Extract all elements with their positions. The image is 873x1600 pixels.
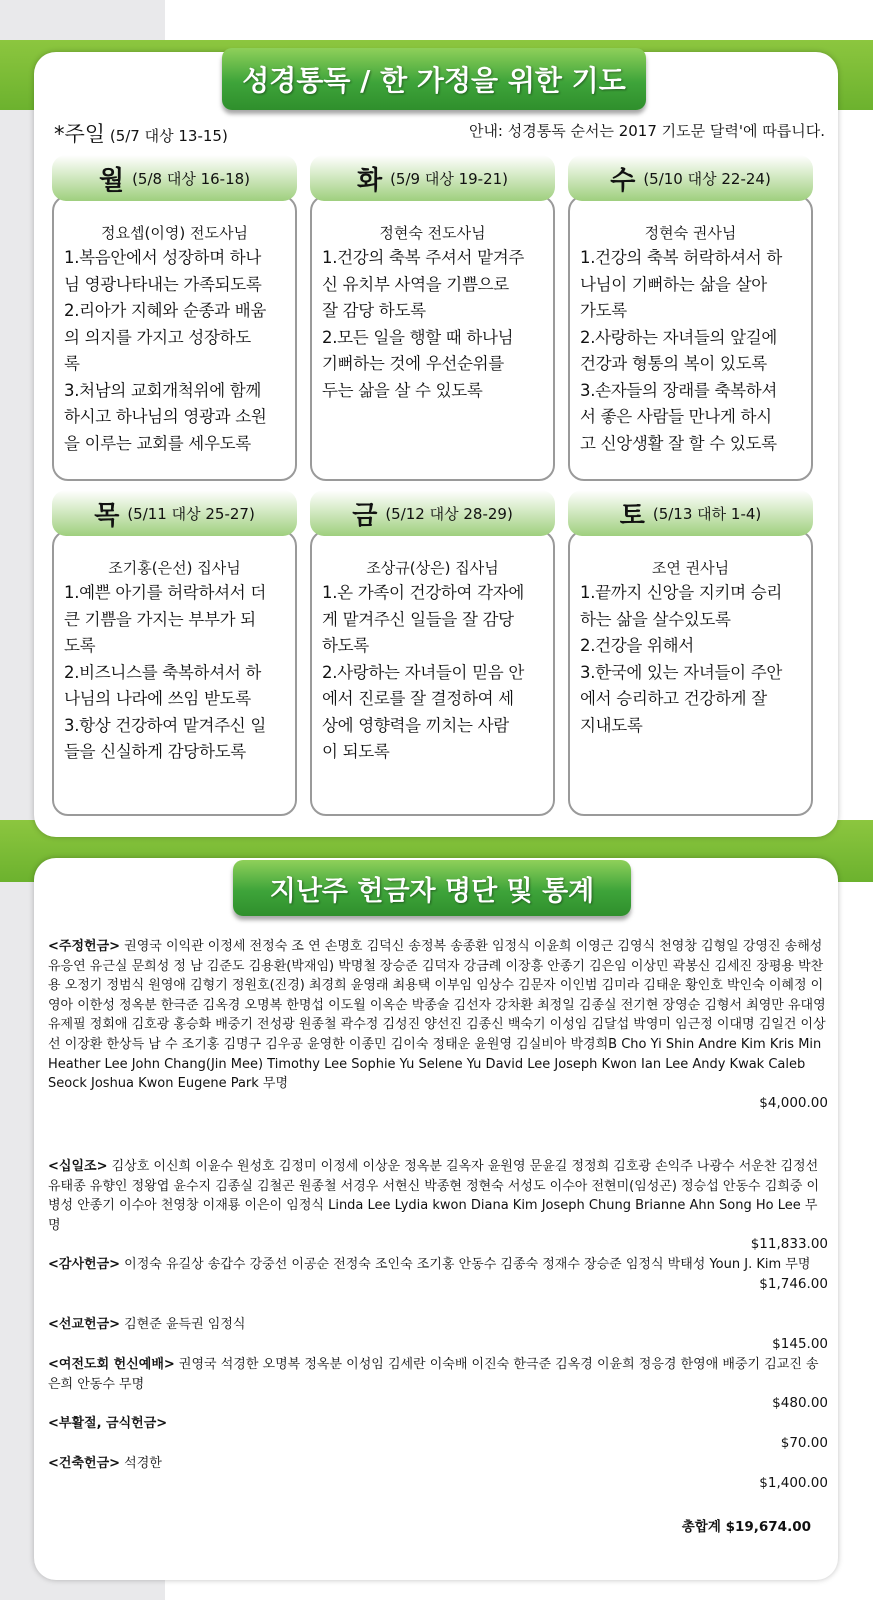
- family-name: 조상규(상은) 집사님: [366, 559, 499, 577]
- offering-category: <선교헌금>: [48, 1317, 121, 1332]
- offering-names: 김현준 윤득권 임정식: [120, 1317, 246, 1332]
- family-name: 조연 권사님: [651, 559, 730, 577]
- grand-total: 총합계 $19,674.00: [681, 1519, 811, 1535]
- family-name: 정현숙 전도사님: [379, 224, 486, 242]
- day-body: [310, 195, 555, 481]
- day-header: [52, 490, 297, 536]
- day-card-mon: [52, 155, 297, 479]
- offering-names: 김상호 이신희 이윤수 원성호 김정미 이정세 이상운 정옥분 길옥자 윤원영 문윤길 정정희 김호광 손익주 나광수 서운찬 김정선 유태종 유향인 정왕엽 윤수지 김종실 김철곤 원종철 서경우 서현신 박종현 정현숙 서성도 이수아 전현미(임성곤) 정승섭 안동수 김희중 이병성 안종기 이수아 천영창 이재룡 이은이 임정식 Linda Lee Lydia kwon Diana Kim Joseph Chung Brianne Ahn Song Ho Lee 무명: [48, 1159, 820, 1233]
- day-reading-ref: (5/11 대상 25-27): [127, 504, 255, 523]
- day-card-thu: [52, 490, 297, 814]
- offering-category: <감사헌금>: [48, 1257, 121, 1272]
- offering-entry: [48, 1454, 828, 1493]
- offering-amount: $4,000.00: [759, 1094, 828, 1111]
- day-header: [52, 155, 297, 201]
- day-header: [568, 490, 813, 536]
- day-of-week: 월: [98, 165, 125, 196]
- bible-reading-title: 성경통독 / 한 가정을 위한 기도: [222, 48, 646, 110]
- offering-amount: $11,833.00: [750, 1236, 828, 1253]
- offering-names: 석경한: [120, 1456, 162, 1471]
- day-reading-ref: (5/9 대상 19-21): [390, 169, 509, 188]
- day-card-wed: [568, 155, 813, 479]
- family-name: 정요셉(이영) 전도사님: [101, 224, 248, 242]
- prayer-text: 1.건강의 축복 허락하셔서 하 나님이 기뻐하는 삶을 살아 가도록 2.사랑하는 자녀들의 앞길에 건강과 형통의 복이 있도록 3.손자들의 장래를 축복하셔 서 좋은 사람들 만나게 하시 고 신앙생활 잘 할 수 있도록: [580, 248, 783, 453]
- day-body: [52, 530, 297, 816]
- day-card-tue: [310, 155, 555, 479]
- day-reading-ref: (5/10 대상 22-24): [643, 169, 771, 188]
- day-body: [568, 195, 813, 481]
- day-reading-ref: (5/12 대상 28-29): [385, 504, 513, 523]
- day-body: [568, 530, 813, 816]
- offering-entry: [48, 937, 828, 1113]
- offering-category: <십일조>: [48, 1159, 108, 1174]
- offering-entry: [48, 1414, 828, 1453]
- reading-notice: 안내: 성경통독 순서는 2017 기도문 달력'에 따릅니다.: [468, 122, 825, 140]
- offering-amount: $1,746.00: [759, 1275, 828, 1292]
- day-reading-ref: (5/13 대하 1-4): [652, 504, 762, 523]
- family-name: 조기홍(은선) 집사님: [108, 559, 241, 577]
- offering-amount: $70.00: [780, 1434, 828, 1451]
- offering-amount: $480.00: [772, 1395, 828, 1412]
- day-header: [310, 490, 555, 536]
- offering-category: <여전도회 헌신예배>: [48, 1357, 175, 1372]
- day-card-sat: [568, 490, 813, 814]
- prayer-text: 1.건강의 축복 주셔서 맡겨주 신 유치부 사역을 기쁨으로 잘 감당 하도록 2.모든 일을 행할 때 하나님 기뻐하는 것에 우선순위를 두는 삶을 살 수 있도록: [322, 248, 525, 400]
- family-name: 정현숙 권사님: [644, 224, 737, 242]
- offering-entry: [48, 1255, 828, 1294]
- offering-title: 지난주 헌금자 명단 및 통계: [233, 860, 631, 916]
- day-of-week: 목: [94, 500, 120, 531]
- offering-entry: [48, 1157, 828, 1255]
- offering-entry: [48, 1315, 828, 1354]
- day-of-week: 화: [356, 165, 383, 196]
- offering-category: <주정헌금>: [48, 939, 121, 954]
- offering-category: <건축헌금>: [48, 1456, 121, 1471]
- sunday-reading: [54, 118, 228, 148]
- day-header: [310, 155, 555, 201]
- day-of-week: 토: [619, 500, 645, 531]
- prayer-text: 1.복음안에서 성장하며 하나 님 영광나타내는 가족되도록 2.리아가 지혜와 순종과 배움 의 의지를 가지고 성장하도 록 3.처남의 교회개척위에 함께 하시고 하나님의 영광과 소원 을 이루는 교회를 세우도록: [64, 248, 267, 453]
- day-reading-ref: (5/8 대상 16-18): [132, 169, 251, 188]
- offering-entry: [48, 1355, 828, 1414]
- offering-amount: $145.00: [772, 1335, 828, 1352]
- prayer-text: 1.온 가족이 건강하여 각자에 게 맡겨주신 일들을 잘 감당 하도록 2.사랑하는 자녀들이 믿음 안 에서 진로를 잘 결정하여 세 상에 영향력을 끼치는 사람 이 되도록: [322, 583, 525, 761]
- day-card-fri: [310, 490, 555, 814]
- prayer-text: 1.예쁜 아기를 허락하셔서 더 큰 기쁨을 가지는 부부가 되 도록 2.비즈니스를 축복하셔서 하 나님의 나라에 쓰임 받도록 3.항상 건강하여 맡겨주신 일 들을 신실하게 감당하도록: [64, 583, 267, 761]
- day-header: [568, 155, 813, 201]
- day-of-week: 수: [610, 165, 636, 196]
- prayer-text: 1.끝까지 신앙을 지키며 승리 하는 삶을 살수있도록 2.건강을 위해서 3.한국에 있는 자녀들이 주안 에서 승리하고 건강하게 잘 지내도록: [580, 583, 783, 735]
- sunday-ref: (5/7 대상 13-15): [105, 127, 228, 145]
- day-body: [310, 530, 555, 816]
- offering-names: 권영국 이익관 이정세 전정숙 조 연 손명호 김덕신 송정복 송종환 임정식 이윤희 이영근 김영식 천영창 김형일 강영진 송해성 유응연 유근실 문희성 정 남 김준도 김용환(박재임) 박명철 장승준 김덕자 강금례 이장흥 안종기 김은임 이상민 곽봉신 김세진 장평용 박찬용 오정기 정범식 원영애 김형기 정원호(진경) 최경희 윤영래 최용택 이부임 임상수 김문자 이인범 김미라 김태운 황인호 박인숙 이혜정 이영아 이한성 정옥분 한극준 김옥경 오명복 한명섭 이도월 이옥순 박종술 김선자 강차환 최정일 김종실 전기현 장영순 김형서 최영만 유대영 유제필 정회애 김호광 홍승화 배중기 전성광 원종철 곽수정 김성진 양선진 김종신 백숙기 이성임 김달섭 박영미 임근정 이대명 김일건 이상선 이장환 한상득 남 수 조기홍 김명구 김우공 윤영한 이종민 김이숙 정태운 윤원영 김실비아 박경희B Cho Yi Shin Andre Kim Kris Min Heather Lee John Chang(Jin Mee) Timothy Lee Sophie Yu Selene Yu David Lee Joseph Kwon Ian Lee Andy Kwak Caleb Seock Joshua Kwon Eugene Park 무명: [48, 939, 826, 1092]
- sunday-label: *주일: [54, 122, 106, 146]
- day-of-week: 금: [352, 500, 378, 531]
- offering-names: 이정숙 유길상 송갑수 강중선 이공순 전정숙 조인숙 조기홍 안동수 김종숙 정재수 장승준 임정식 박태성 Youn J. Kim 무명: [120, 1257, 811, 1272]
- offering-names: 권영국 석경한 오명복 정옥분 이성임 김세란 이숙배 이진숙 한극준 김옥경 이윤희 정응경 한영애 배중기 김교진 송은희 안동수 무명: [48, 1357, 819, 1392]
- day-body: [52, 195, 297, 481]
- offering-category: <부활절, 금식헌금>: [48, 1416, 168, 1431]
- offering-amount: $1,400.00: [759, 1474, 828, 1491]
